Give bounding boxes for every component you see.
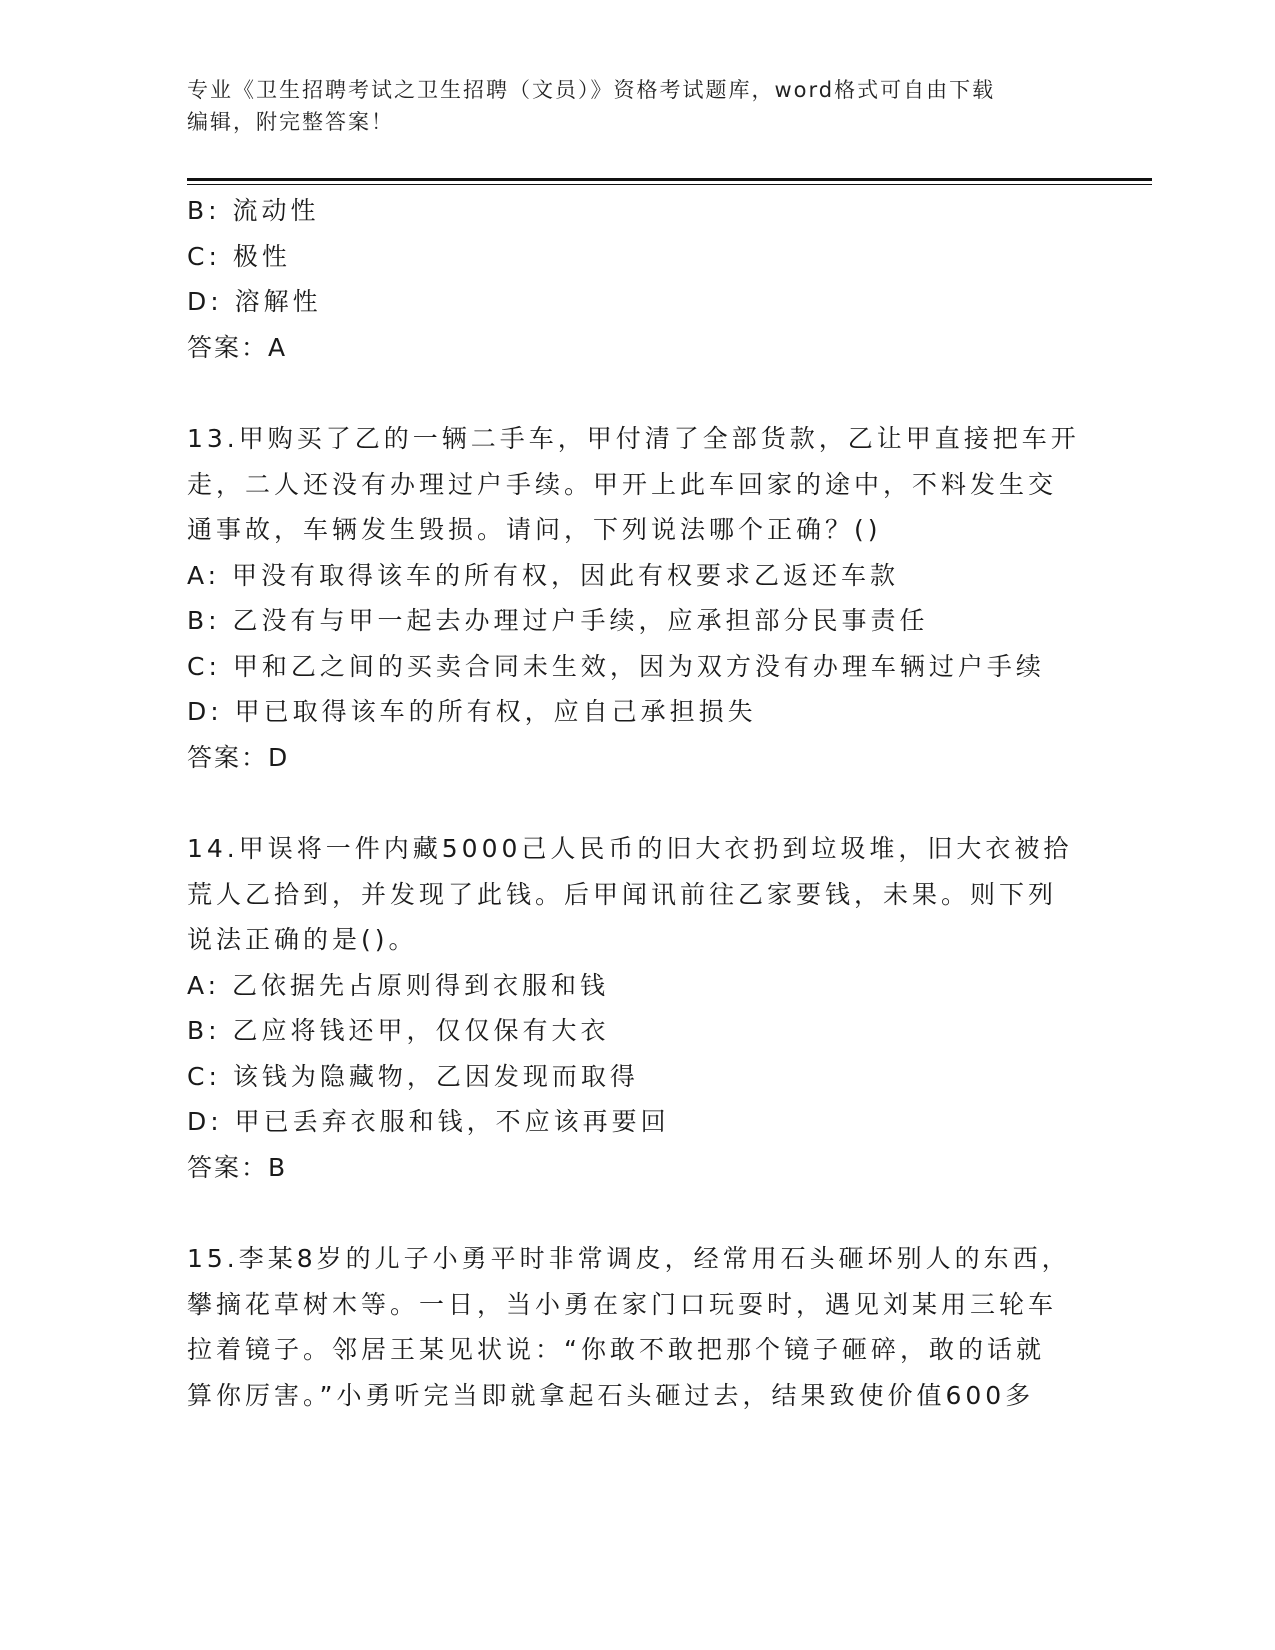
q15-stem-line: 算你厉害。”小勇听完当即就拿起石头砸过去，结果致使价值600多 (187, 1380, 1035, 1410)
q14-option-d: D: 甲已丢弃衣服和钱，不应该再要回 (187, 1107, 670, 1136)
q14-stem-line: 14.甲误将一件内藏5000己人民币的旧大衣扔到垃圾堆，旧大衣被拾 (187, 834, 1073, 863)
q14-stem-line: 荒人乙拾到，并发现了此钱。后甲闻讯前往乙家要钱，未果。则下列 (187, 879, 1058, 909)
q15-stem-line: 拉着镜子。邻居王某见状说：“你敢不敢把那个镜子砸碎，敢的话就 (187, 1335, 1045, 1364)
q13-option-b: B: 乙没有与甲一起去办理过户手续，应承担部分民事责任 (187, 606, 929, 635)
header-line-1: 专业《卫生招聘考试之卫生招聘（文员）》资格考试题库，word格式可自由下载 (187, 78, 996, 102)
q15-stem-line: 攀摘花草树木等。一日，当小勇在家门口玩耍时，遇见刘某用三轮车 (187, 1289, 1058, 1319)
q14-option-b: B: 乙应将钱还甲，仅仅保有大衣 (187, 1016, 610, 1045)
q13-answer: 答案：D (187, 742, 290, 772)
question-15 (187, 1236, 1087, 1418)
q14-stem-line: 说法正确的是()。 (187, 925, 418, 954)
question-13 (187, 416, 1087, 780)
spacer (187, 780, 1087, 826)
header-rule-thick (187, 178, 1152, 181)
question-12 (187, 188, 1087, 370)
q12-option-c: C: 极性 (187, 241, 291, 271)
q12-option-b: B: 流动性 (187, 196, 320, 225)
q14-option-a: A: 乙依据先占原则得到衣服和钱 (187, 970, 610, 1000)
q13-option-c: C: 甲和乙之间的买卖合同未生效，因为双方没有办理车辆过户手续 (187, 651, 1045, 681)
question-14 (187, 826, 1087, 1190)
q14-option-c: C: 该钱为隐藏物，乙因发现而取得 (187, 1061, 639, 1091)
header-rule-thin (187, 184, 1152, 185)
q12-answer: 答案：A (187, 332, 288, 362)
q13-option-d: D: 甲已取得该车的所有权，应自己承担损失 (187, 697, 757, 726)
q14-answer: 答案：B (187, 1152, 288, 1182)
q13-option-a: A: 甲没有取得该车的所有权，因此有权要求乙返还车款 (187, 560, 900, 590)
document-body (187, 188, 1087, 1418)
spacer (187, 370, 1087, 416)
q12-option-d: D: 溶解性 (187, 287, 322, 316)
q13-stem-line: 通事故，车辆发生毁损。请问，下列说法哪个正确？() (187, 515, 882, 544)
header-line-2: 编辑，附完整答案！ (187, 110, 394, 134)
q13-stem-line: 走，二人还没有办理过户手续。甲开上此车回家的途中，不料发生交 (187, 469, 1058, 499)
spacer (187, 1190, 1087, 1236)
page-header (187, 74, 1087, 138)
q15-stem-line: 15.李某8岁的儿子小勇平时非常调皮，经常用石头砸坏别人的东西， (187, 1244, 1071, 1273)
q13-stem-line: 13.甲购买了乙的一辆二手车，甲付清了全部货款，乙让甲直接把车开 (187, 424, 1080, 453)
